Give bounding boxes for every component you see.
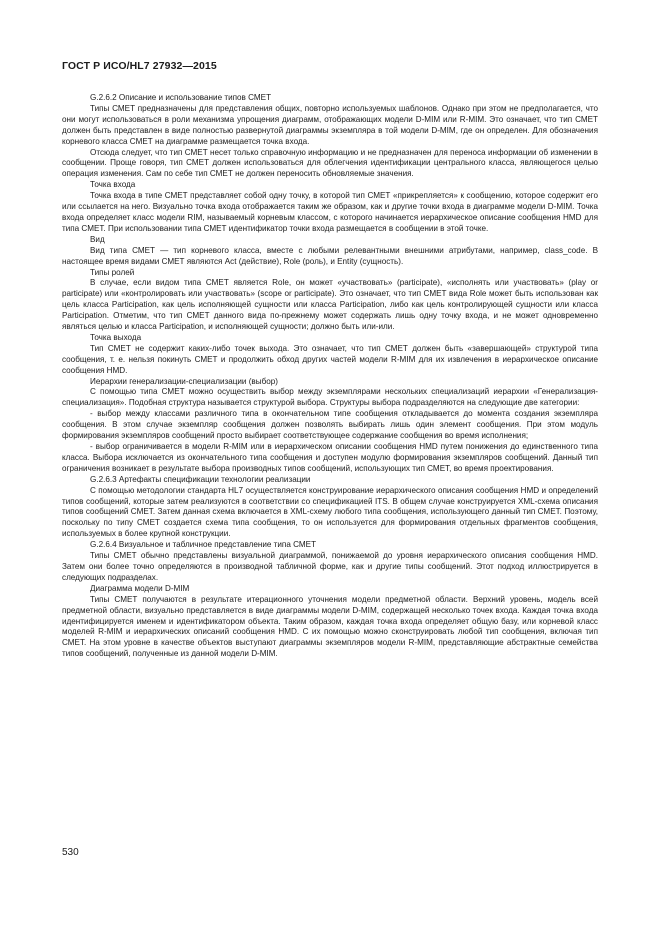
paragraph: Тип СМЕТ не содержит каких-либо точек выхода. Это означает, что тип СМЕТ должен быть «завершающей» структурой типа сообщения, т. е. нельзя покинуть СМЕТ и продолжить обход других частей модели R-MIM для их извлечения в иерархическое описание сообщения HMD. — [62, 343, 598, 375]
subheading: Вид — [90, 234, 105, 244]
standard-header: ГОСТ Р ИСО/HL7 27932—2015 — [62, 60, 217, 72]
subheading: Точка выхода — [90, 332, 142, 342]
subheading: Точка входа — [90, 180, 136, 190]
paragraph: Типы СМЕТ получаются в результате итерационного уточнения модели предметной области. Верхний уровень, модель всей предметной области, визуально представляется в виде диаграммы модели D-MIM, содержащей несколько точек входа. Каждая точка входа идентифицируется именем и идентификатором объекта. Таким образом, каждая точка входа определяет общую базу, или корневой класс моделей R-MIM и иерархических описаний сообщения HMD. С их помощью можно сконструировать любой тип сообщения, включая тип СМЕТ. На этом уровне в качестве объектов выступают диаграммы экземпляров модели R-MIM, представляющие абстрактные семейства типов сообщений, полученные из данной модели D-MIM. — [62, 594, 598, 659]
paragraph: С помощью методологии стандарта HL7 осуществляется конструирование иерархического описания сообщения HMD и определений типов сообщений, которые затем реализуются в соответствии со спецификацией ITS. В общем случае конструируется XML-схема описания типов сообщений СМЕТ. Затем данная схема включается в XML-схему любого типа сообщения, использующего данный тип СМЕТ. Поэтому, поскольку по типу СМЕТ создается схема типа сообщения, то он используется для формирования отдельных фрагментов сообщения, используемых в более крупной конструкции. — [62, 485, 598, 539]
subheading: Иерархии генерализации-специализации (выбор) — [90, 376, 278, 386]
paragraph: В случае, если видом типа СМЕТ является Role, он может «участвовать» (participate), «исполнять или участвовать» (play or participate) или «контролировать или участвовать» (scope or participate). Это означает, что тип СМЕТ вида Role может быть использован как цель класса Participation, как цель исполняющей сущности или класса Participation, либо как цель контролирующей сущности или класса Participation. Отметим, что тип СМЕТ данного вида по-прежнему может содержать лишь одну точку входа, и не может одновременно являться целью и класса Participation, и исполняющей сущности; должно быть или-или. — [62, 278, 598, 332]
section-heading: G.2.6.3 Артефакты спецификации технологии реализации — [90, 474, 311, 484]
page-number: 530 — [62, 847, 79, 858]
paragraph: Отсюда следует, что тип СМЕТ несет только справочную информацию и не предназначен для переноса информации об изменении в сообщении. Проще говоря, тип СМЕТ должен использоваться для облегчения идентификации центрального класса, являющегося целью операция изменения. Сам по себе тип СМЕТ не должен переносить обновляемые значения. — [62, 147, 598, 179]
subheading: Типы ролей — [90, 267, 135, 277]
section-heading: G.2.6.4 Визуальное и табличное представление типа СМЕТ — [90, 540, 317, 550]
paragraph: Типы СМЕТ предназначены для представления общих, повторно используемых шаблонов. Однако при этом не предполагается, что они могут использоваться в роли механизма упрощения диаграмм, отображающих модели D-MIM или R-MIM. Это означает, что тип СМЕТ должен быть представлен в виде полностью развернутой диаграммы экземпляра в той модели D-MIM, где он определен. Для обозначения корневого класса СМЕТ на диаграмме размещается точка входа. — [62, 103, 598, 146]
list-item: - выбор между классами различного типа в окончательном типе сообщения откладывается до момента создания экземпляра сообщения. В этом случае экземпляр сообщения должен позволять выбирать лишь один элемент сообщения. При этом модуль формирования экземпляров сообщений просто выбирает соответствующее содержание сообщения во время исполнения; — [62, 409, 598, 441]
paragraph: Точка входа в типе СМЕТ представляет собой одну точку, в которой тип СМЕТ «прикрепляется» к сообщению, которое содержит его или ссылается на него. Визуально точка входа отображается таким же образом, как и другие точки входа в диаграмме модели D-MIM. Точка входа определяет класс модели RIM, называемый корневым классом, с которого начинается иерархическое описание сообщения HMD для типа СМЕТ. При использовании типа СМЕТ идентификатор точки входа размещается в сообщении в этой точке. — [62, 191, 598, 233]
paragraph: С помощью типа СМЕТ можно осуществить выбор между экземплярами нескольких специализаций иерархии «Генерализация-специализация». Подобная структура называется структурой выбора. Структуры выбора подразделяются на следующие две категории: — [62, 387, 598, 408]
list-item: - выбор ограничивается в модели R-MIM или в иерархическом описании сообщения HMD путем понижения до единственного типа класса. Выбора исключается из окончательного типа сообщения и доступен модулю формирования экземпляров сообщений. Данный тип ограничения возникает в результате выбора производных типов сообщений, использующих тип СМЕТ, во время проектирования. — [62, 442, 598, 473]
section-heading: G.2.6.2 Описание и использование типов СМЕТ — [90, 93, 272, 102]
paragraph: Типы СМЕТ обычно представлены визуальной диаграммой, понижаемой до уровня иерархического описания сообщения HMD. Затем они более точно определяются в производной табличной форме, как и другие типы сообщений. Этот подход иллюстрируется в следующих подразделах. — [62, 551, 598, 582]
subheading: Диаграмма модели D-MIM — [90, 583, 190, 593]
body-text — [62, 93, 598, 660]
paragraph: Вид типа СМЕТ — тип корневого класса, вместе с любыми релевантными внешними атрибутами, например, class_code. В настоящее время видами СМЕТ являются Act (действие), Role (роль), и Entity (сущность). — [62, 245, 598, 266]
